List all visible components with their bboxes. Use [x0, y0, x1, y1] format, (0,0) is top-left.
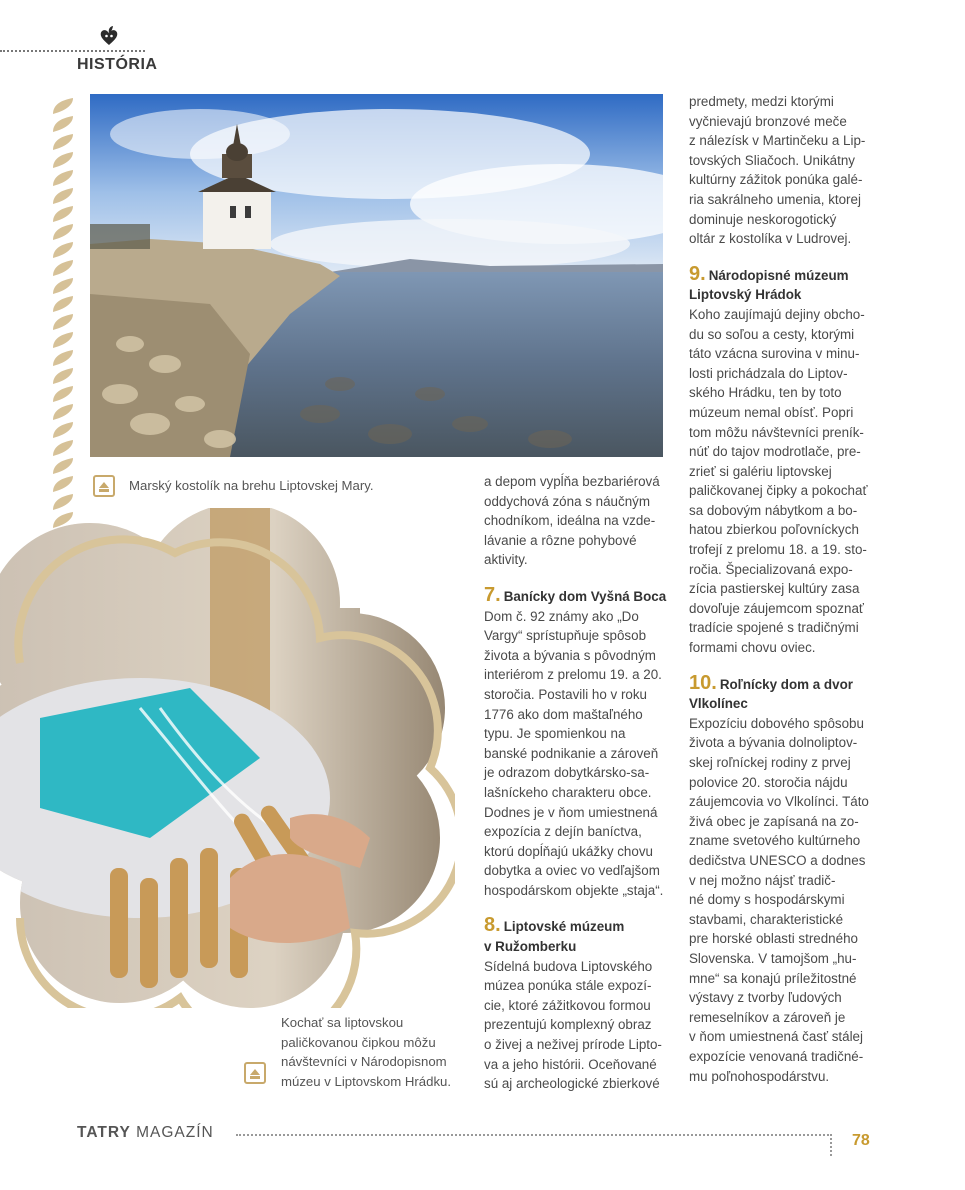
- section-8-heading: [484, 916, 674, 956]
- section-9-text: Koho zaujímajú dejiny obcho- du so soľou a cesty, ktorými táto vzácna surovina v minu- losti prichádzala do Liptov- ského Hrádku, ten by toto múzeum nemal obísť. Popri tom môžu návštevníci preník- núť do tajov modrotlače, pre- zrieť si galériu liptovskej paličkovanej čipky a pokochať sa dobovým nábytkom a bo- hatou zbierkou poľovníckych trofejí z prelomu 18. a 19. sto- ročia. Špecializovaná expo- zícia pastierskej kultúry zasa dovoľuje záujemcom spoznať tradície spojené s tradičnými formami chovu oviec.: [689, 306, 868, 656]
- section-number: 10.: [689, 671, 717, 694]
- section-number: 8.: [484, 914, 501, 937]
- caption-photo-icon: [244, 1062, 266, 1084]
- section-label: HISTÓRIA: [77, 56, 158, 73]
- section-10-text: Expozíciu dobového spôsobu života a bývania dolnoliptov- skej roľníckej rodiny z prvej polovice 20. storočia nájdu záujemcovia vo Vlkolínci. Táto živá obec je zapísaná na zo- zname svetového kultúrneho dedičstva UNESCO a dodnes v nej možno nájsť tradič- né domy s hospodárskymi stavbami, charakteristické pre horské oblasti stredného Slovenska. V tamojšom „hu- mne“ sa konajú príležitostné výstavy z tvorby ľudových remeselníkov a zároveň je v ňom umiestnená časť stálej expozície venovaná tradičné- mu poľnohospodárstvu.: [689, 715, 869, 1084]
- header-rule: [0, 50, 145, 52]
- section-title: Národopisné múzeum Liptovský Hrádok: [689, 267, 849, 303]
- section-8-text: Sídelná budova Liptovského múzea ponúka stále expozí- cie, ktoré zážitkovou formou prezentujú komplexný obraz o živej a neživej prírode Lipto- va a jeho histórii. Oceňované sú aj archeologické zbierkové: [484, 958, 662, 1092]
- section-title: Banícky dom Vyšná Boca: [503, 588, 667, 604]
- lake-church-photo: [90, 94, 663, 457]
- section-7-text: Dom č. 92 známy ako „Do Vargy“ sprístupňuje spôsob života a bývania s pôvodným interiérom z prelomu 19. a 20. storočia. Postavili ho v roku 1776 ako dom maštaľného typu. Je spomienkou na banské podnikanie a zároveň je odrazom dobytkársko-sa- lašníckeho charakteru obce. Dodnes je v ňom umiestnená expozícia z dejín baníctva, ktorú dopĺňajú ukážky chovu dobytka a oviec vo vedľajšom hospodárskom objekte „staja“.: [484, 608, 664, 898]
- text-column-right: [689, 92, 879, 1086]
- lake-caption: Marský kostolík na brehu Liptovskej Mary.: [129, 478, 374, 493]
- section-10-heading: [689, 671, 879, 714]
- section-9-heading: [689, 262, 879, 305]
- footer-rule-tick: [830, 1134, 832, 1156]
- section-title: Roľnícky dom a dvor Vlkolínec: [689, 676, 853, 712]
- text-column-middle: [484, 472, 674, 1094]
- lace-caption: Kochať sa liptovskou paličkovanou čipkou môžu návštevníci v Národopisnom múzeu v Liptovskom Hrádku.: [281, 1015, 452, 1089]
- magazine-brand: [77, 1124, 214, 1142]
- section-number: 7.: [484, 583, 501, 606]
- page-number: 78: [852, 1132, 870, 1149]
- section-number: 9.: [689, 262, 706, 285]
- section-7-heading: [484, 583, 674, 607]
- braid-ornament: [50, 96, 76, 552]
- section-title: Liptovské múzeum v Ružomberku: [484, 919, 625, 955]
- footer-rule: [236, 1134, 832, 1136]
- brand-light: MAGAZÍN: [136, 1124, 214, 1141]
- column-intro: predmety, medzi ktorými vyčnievajú bronzové meče z nálezísk v Martinčeku a Lip- tovských Sliačoch. Unikátny kultúrny zážitok ponúka galé- ria sakrálneho umenia, ktorej dominuje neskorogotický oltár z kostolíka v Ludrovej.: [689, 94, 866, 247]
- caption-photo-icon: [93, 475, 115, 497]
- brand-bold: TATRY: [77, 1124, 131, 1141]
- column-intro: a depom vypĺňa bezbariérová oddychová zóna s náučným chodníkom, ideálna na vzde- lávanie a rôzne pohybové aktivity.: [484, 474, 660, 568]
- bobbin-lace-photo: [0, 508, 455, 1008]
- heart-leaf-icon: [98, 25, 120, 47]
